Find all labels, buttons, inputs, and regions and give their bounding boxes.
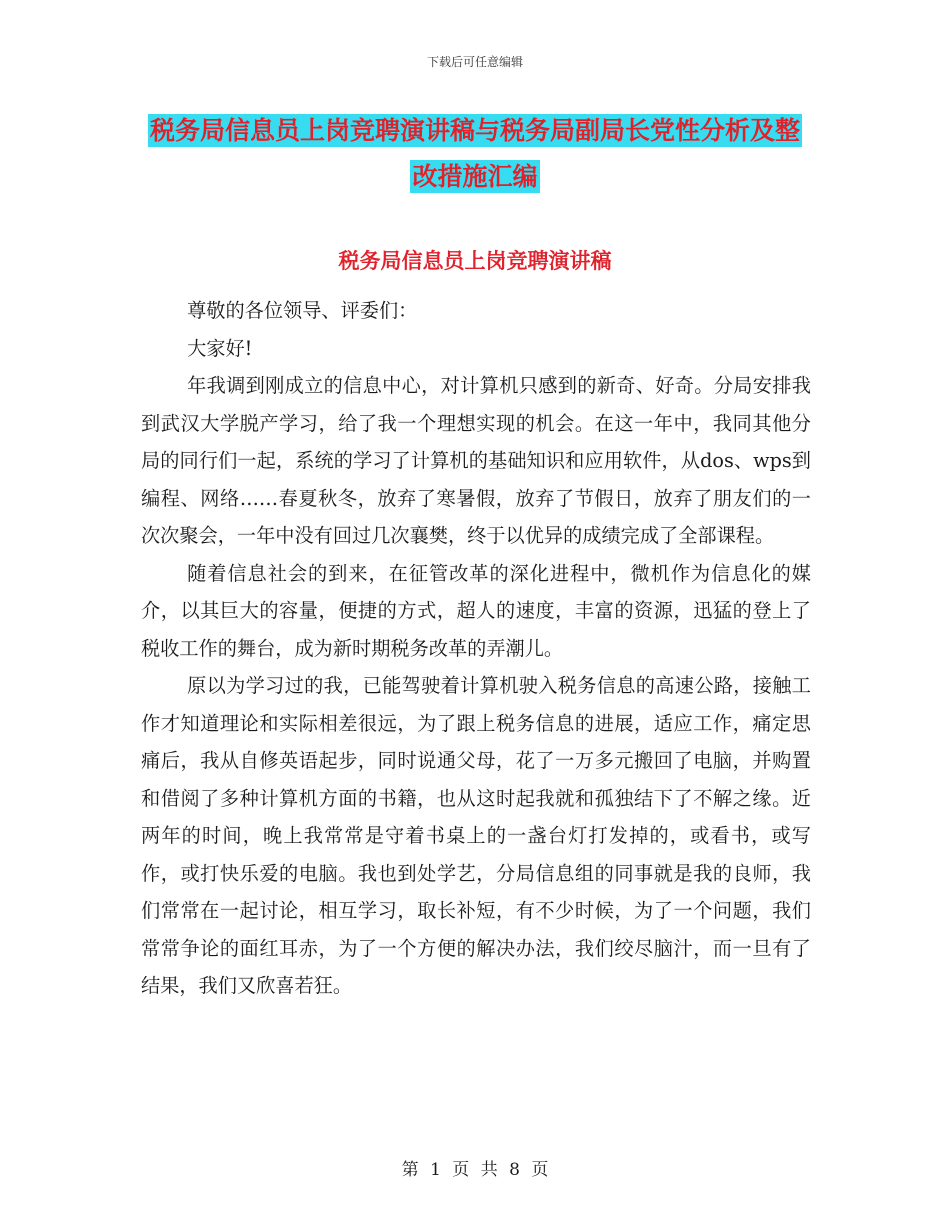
page-footer: 第 1 页 共 8 页 <box>401 1160 549 1180</box>
section-title: 税务局信息员上岗竞聘演讲稿 <box>338 249 612 273</box>
document-title-text: 税务局信息员上岗竞聘演讲稿与税务局副局长党性分析及整改措施汇编 <box>149 116 800 191</box>
document-title <box>140 108 810 200</box>
paragraph-greeting: 尊敬的各位领导、评委们： <box>187 299 418 322</box>
paragraph: 随着信息社会的到来，在征管改革的深化进程中，微机作为信息化的媒介，以其巨大的容量，便捷的方式，超人的速度，丰富的资源，迅猛的登上了税收工作的舞台，成为新时期税务改革的弄潮儿。 <box>141 561 811 660</box>
paragraph-salutation: 大家好! <box>187 336 253 360</box>
paragraph: 原以为学习过的我，已能驾驶着计算机驶入税务信息的高速公路，接触工作才知道理论和实际相差很远，为了跟上税务信息的进展，适应工作，痛定思痛后，我从自修英语起步，同时说通父母，花了一万多元搬回了电脑，并购置和借阅了多种计算机方面的书籍，也从这时起我就和孤独结下了不解之缘。近两年的时间，晚上我常常是守着书桌上的一盏台灯打发掉的，或看书，或写作，或打快乐爱的电脑。我也到处学艺，分局信息组的同事就是我的良师，我们常常在一起讨论，相互学习，取长补短，有不少时候，为了一个问题，我们常常争论的面红耳赤，为了一个方便的解决办法，我们绞尽脑汁，而一旦有了结果，我们又欣喜若狂。 <box>141 674 811 997</box>
body-text <box>141 292 811 1005</box>
header-note: 下载后可任意编辑 <box>426 55 523 69</box>
paragraph: 年我调到刚成立的信息中心，对计算机只感到的新奇、好奇。分局安排我到武汉大学脱产学习，给了我一个理想实现的机会。在这一年中，我同其他分局的同行们一起，系统的学习了计算机的基础知识和应用软件，从dos、wps到编程、网络……春夏秋冬，放弃了寒暑假，放弃了节假日，放弃了朋友们的一次次聚会，一年中没有回过几次襄樊，终于以优异的成绩完成了全部课程。 <box>141 374 811 547</box>
